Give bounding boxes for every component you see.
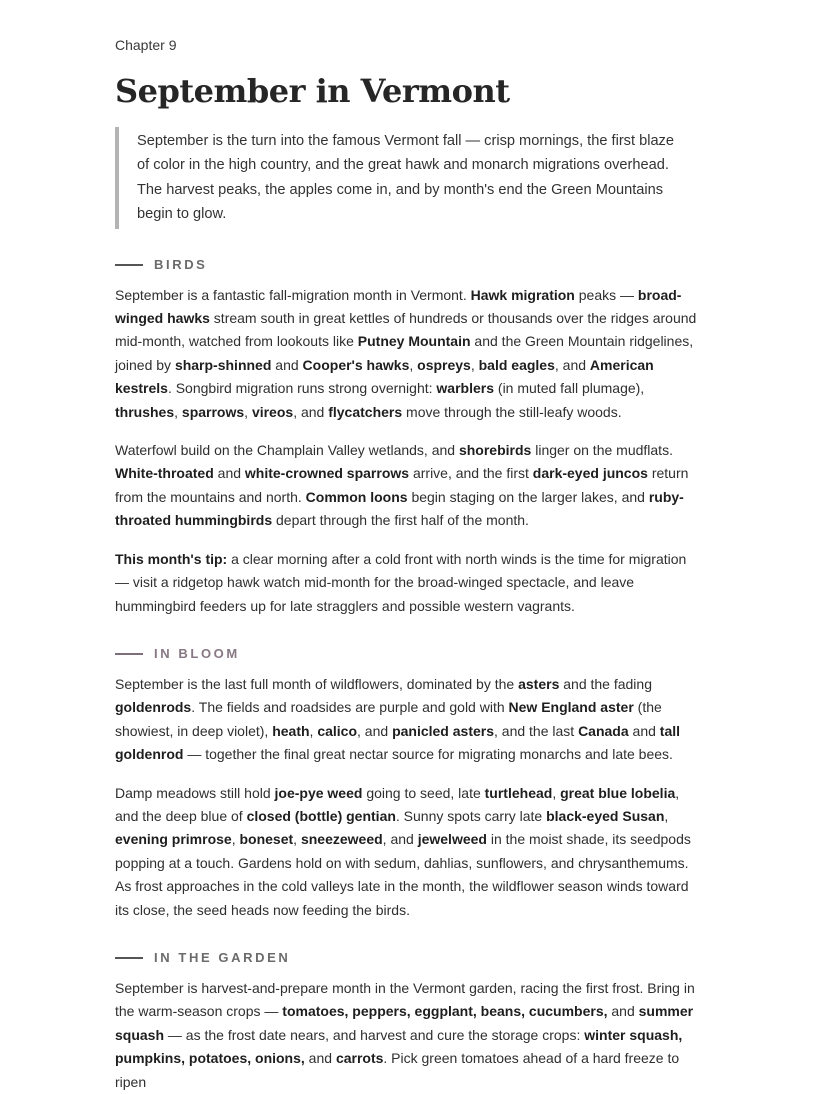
bold-term: summer squash: [115, 1003, 694, 1043]
section-heading-in-bloom: [115, 645, 701, 663]
bold-term: jewelweed: [417, 831, 487, 848]
bold-term: New England aster: [508, 699, 634, 716]
bold-term: goldenrods: [115, 699, 192, 716]
chapter-label: Chapter 9: [115, 37, 177, 53]
bold-term: dark-eyed juncos: [532, 465, 648, 482]
bold-term: panicled asters: [392, 722, 494, 739]
paragraph: Damp meadows still hold joe-pye weed going to seed, late turtlehead, great blue lobelia, and the deep blue of closed (bottle) gentian. Sunny spots carry late black-eyed Susan, evening primrose, boneset, sneezeweed, and jewelweed in the moist shade, its seedpods popping at a touch. Gardens hold on with sedum, dahlias, sunflowers, and chrysanthemums. As frost approaches in the cold valleys late in the month, the wildflower season winds toward its close, the seed heads now feeding the birds.: [115, 784, 691, 918]
bold-term: Canada: [578, 722, 629, 739]
bold-term: This month's tip:: [115, 550, 228, 567]
bold-term: tall goldenrod: [115, 722, 681, 763]
intro-blockquote: September is the turn into the famous Vermont fall — crisp mornings, the first blaze of color in the high country, and the great hawk and monarch migrations overhead. The harvest peaks, the apples come in, and by month's end the Green Mountains begin to glow.: [115, 127, 685, 229]
bold-term: ruby-throated hummingbirds: [115, 488, 684, 529]
bold-term: American kestrels: [115, 356, 654, 397]
bold-term: Hawk migration: [470, 286, 575, 303]
bold-term: vireos: [251, 403, 294, 420]
section-heading-label: IN THE GARDEN: [154, 950, 291, 966]
section-rule: [115, 957, 143, 959]
bold-term: great blue lobelia: [560, 784, 676, 801]
bold-term: ospreys: [417, 356, 471, 373]
paragraph: September is a fantastic fall-migration month in Vermont. Hawk migration peaks — broad-winged hawks stream south in great kettles of hundreds or thousands over the ridges around mid-month, watched from lookouts like Putney Mountain and the Green Mountain ridgelines, joined by sharp-shinned and Cooper's hawks, ospreys, bald eagles, and American kestrels. Songbird migration runs strong overnight: warblers (in muted fall plumage), thrushes, sparrows, vireos, and flycatchers move through the still-leafy woods.: [115, 286, 697, 420]
bold-term: sharp-shinned: [174, 356, 272, 373]
bold-term: tomatoes, peppers, eggplant, beans, cucumbers,: [282, 1003, 608, 1020]
paragraph: September is harvest-and-prepare month in the Vermont garden, racing the first frost. Bring in the warm-season crops — tomatoes, peppers, eggplant, beans, cucumbers, and summer squash — as the frost date nears, and harvest and cure the storage crops: winter squash, pumpkins, potatoes, onions, and carrots. Pick green tomatoes ahead of a hard freeze to ripen: [115, 979, 695, 1090]
section-rule: [115, 653, 143, 655]
bold-term: White-throated: [115, 465, 214, 482]
bold-term: sparrows: [181, 403, 245, 420]
section-heading-in-the-garden: [115, 949, 701, 967]
bold-term: warblers: [436, 380, 495, 397]
bold-term: Cooper's hawks: [302, 356, 410, 373]
bold-term: carrots: [335, 1050, 384, 1067]
bold-term: flycatchers: [328, 403, 403, 420]
bold-term: black-eyed Susan: [546, 807, 665, 824]
section-rule: [115, 264, 143, 266]
bold-term: joe-pye weed: [274, 784, 363, 801]
bold-term: broad-winged hawks: [115, 286, 682, 327]
bold-term: heath: [272, 722, 310, 739]
chapter-title: September in Vermont: [115, 72, 510, 110]
section-heading-label: IN BLOOM: [154, 646, 240, 662]
bold-term: sneezeweed: [300, 831, 383, 848]
tip-paragraph: This month's tip: a clear morning after a cold front with north winds is the time for migration — visit a ridgetop hawk watch mid-month for the broad-winged spectacle, and leave hummingbird feeders up for late stragglers and possible western vagrants.: [115, 550, 687, 614]
bold-term: turtlehead: [484, 784, 553, 801]
bold-term: Putney Mountain: [357, 333, 471, 350]
paragraph: September is the last full month of wildflowers, dominated by the asters and the fading goldenrods. The fields and roadsides are purple and gold with New England aster (the showiest, in deep violet), heath, calico, and panicled asters, and the last Canada and tall goldenrod — together the final great nectar source for migrating monarchs and late bees.: [115, 675, 681, 763]
bold-term: bald eagles: [478, 356, 555, 373]
bold-term: calico: [317, 722, 358, 739]
bold-term: evening primrose: [115, 831, 232, 848]
bold-term: white-crowned sparrows: [244, 465, 410, 482]
bold-term: asters: [518, 675, 560, 692]
bold-term: shorebirds: [458, 442, 532, 459]
bold-term: thrushes: [115, 403, 175, 420]
bold-term: boneset: [239, 831, 294, 848]
bold-term: winter squash, pumpkins, potatoes, onions,: [115, 1026, 683, 1067]
bold-term: Common loons: [305, 488, 408, 505]
bold-term: closed (bottle) gentian: [246, 807, 396, 824]
section-heading-birds: [115, 256, 701, 274]
paragraph: Waterfowl build on the Champlain Valley wetlands, and shorebirds linger on the mudflats. White-throated and white-crowned sparrows arrive, and the first dark-eyed juncos return from the mountains and north. Common loons begin staging on the larger lakes, and ruby-throated hummingbirds depart through the first half of the month.: [115, 442, 689, 529]
section-heading-label: BIRDS: [154, 257, 208, 273]
